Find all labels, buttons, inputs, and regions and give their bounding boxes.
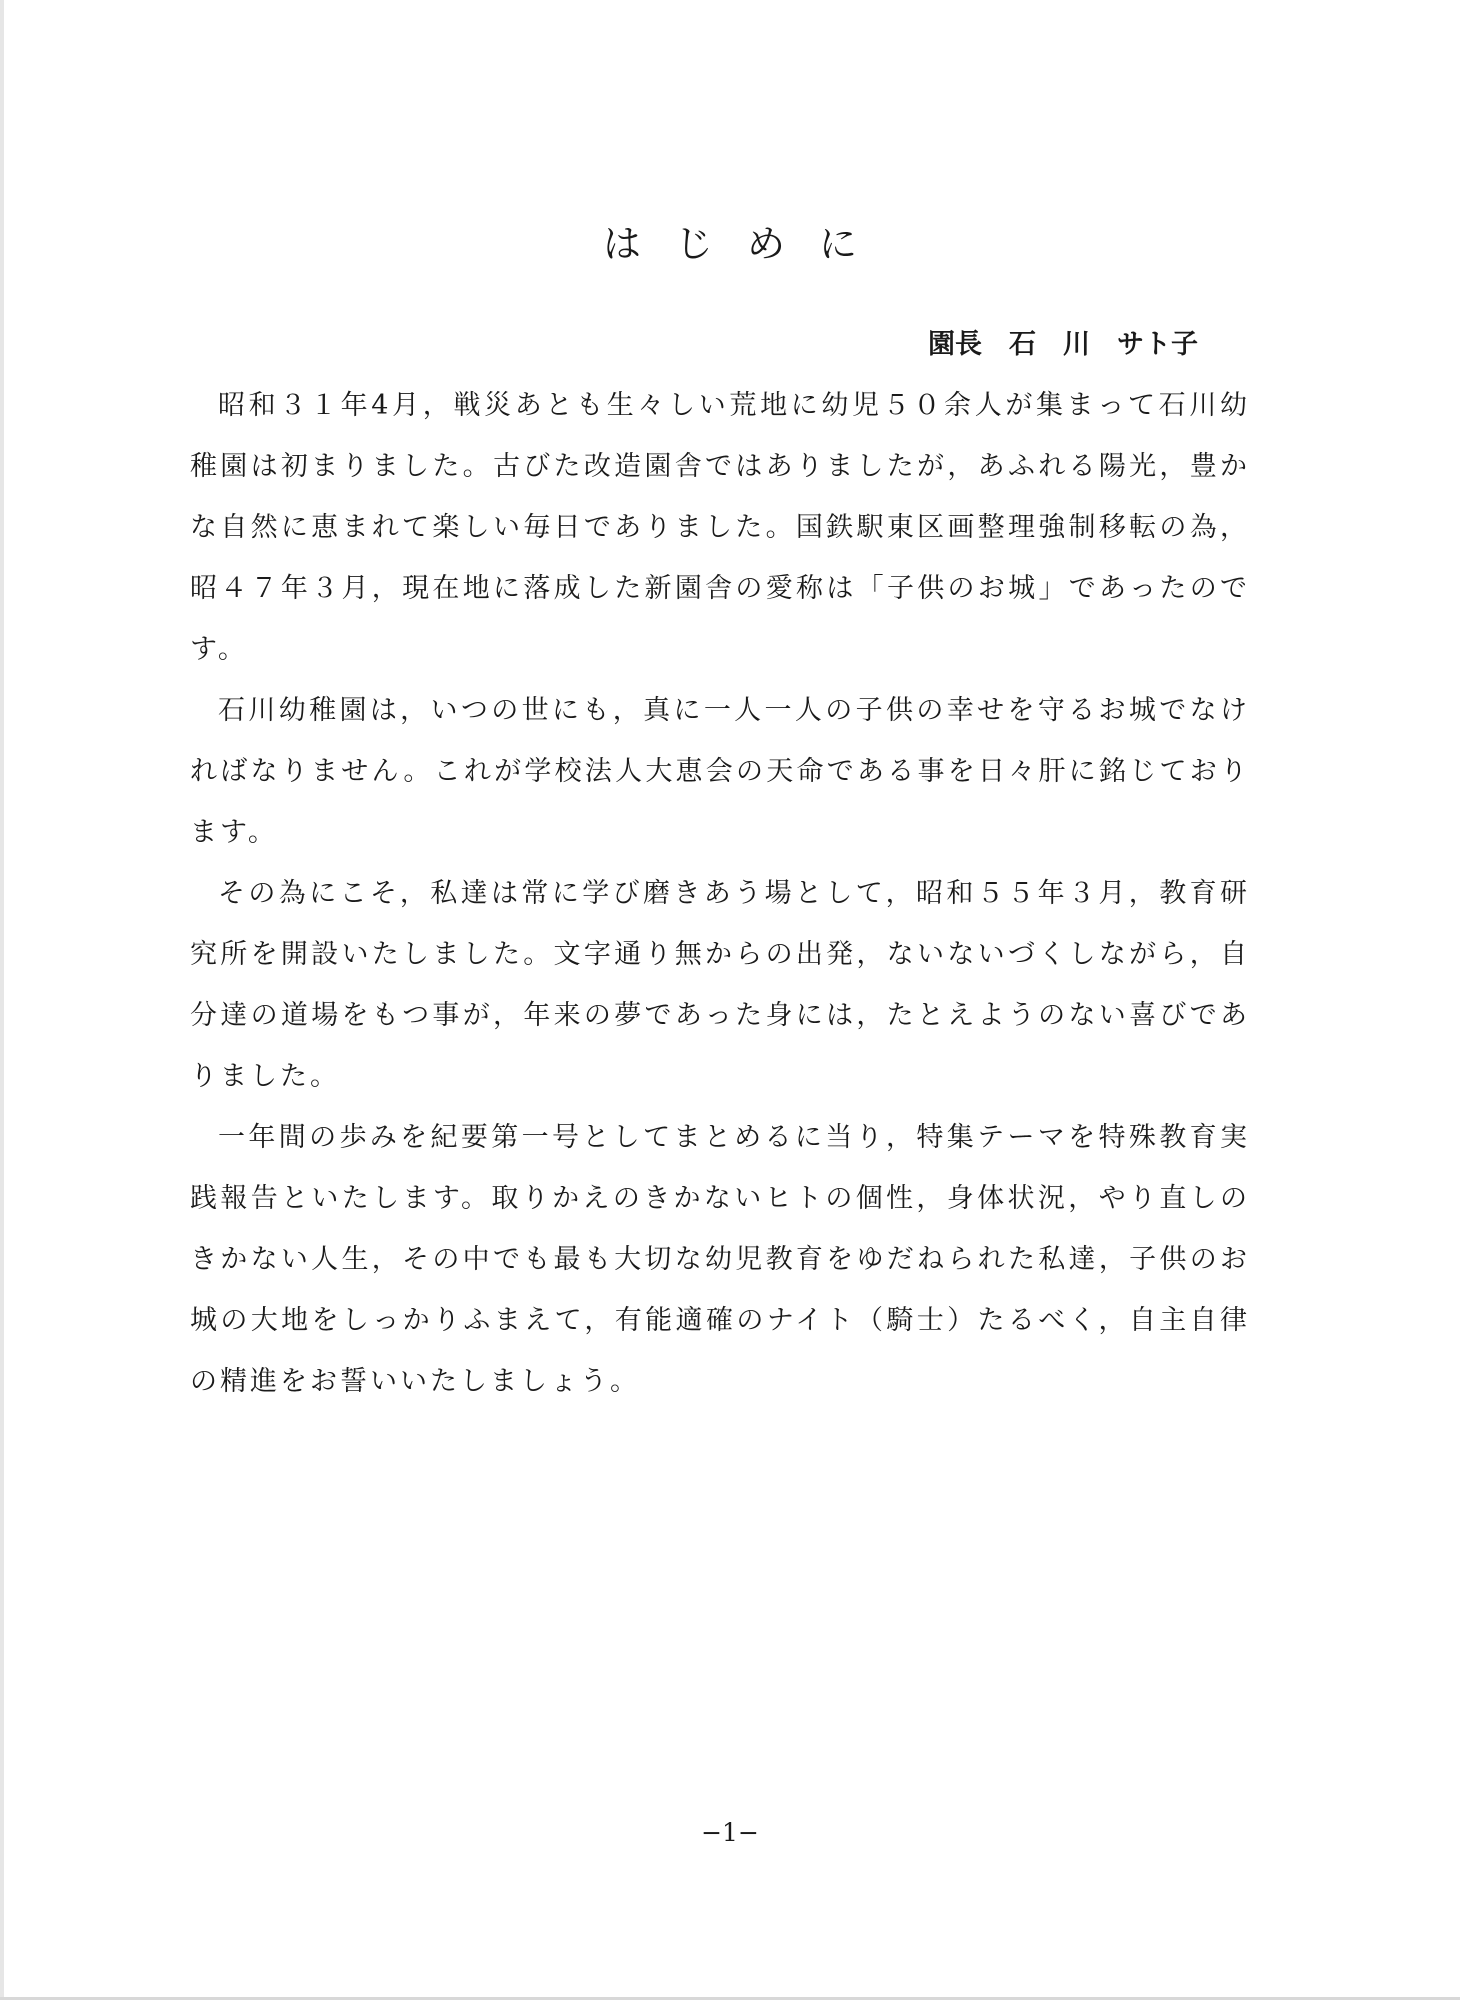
- paragraph-2: 石川幼稚園は，いつの世にも，真に一人一人の子供の幸せを守るお城でなければなりません。これが学校法人大恵会の天命である事を日々肝に銘じております。: [190, 695, 1250, 848]
- scan-edge-shadow: [0, 0, 4, 2000]
- page-title: はじめに: [602, 222, 891, 267]
- author-line: 園長 石 川 サト子: [928, 329, 1198, 360]
- body-text: [190, 375, 1250, 1412]
- paragraph-1: 昭和３１年4月，戦災あとも生々しい荒地に幼児５０余人が集まって石川幼稚園は初まりました。古びた改造園舎ではありましたが，あふれる陽光，豊かな自然に恵まれて楽しい毎日でありました。国鉄駅東区画整理強制移転の為，昭４７年３月，現在地に落成した新園舎の愛称は「子供のお城」であったのです。: [190, 390, 1250, 665]
- page-number: −1−: [701, 1818, 759, 1847]
- paragraph-3: その為にこそ，私達は常に学び磨きあう場として，昭和５５年３月，教育研究所を開設いたしました。文字通り無からの出発，ないないづくしながら，自分達の道場をもつ事が，年来の夢であった身には，たとえようのない喜びでありました。: [190, 878, 1250, 1092]
- paragraph-4: 一年間の歩みを紀要第一号としてまとめるに当り，特集テーマを特殊教育実践報告といたします。取りかえのきかないヒトの個性，身体状況，やり直しのきかない人生，その中でも最も大切な幼児教育をゆだねられた私達，子供のお城の大地をしっかりふまえて，有能適確のナイト（騎士）たるべく，自主自律の精進をお誓いいたしましょう。: [190, 1122, 1250, 1397]
